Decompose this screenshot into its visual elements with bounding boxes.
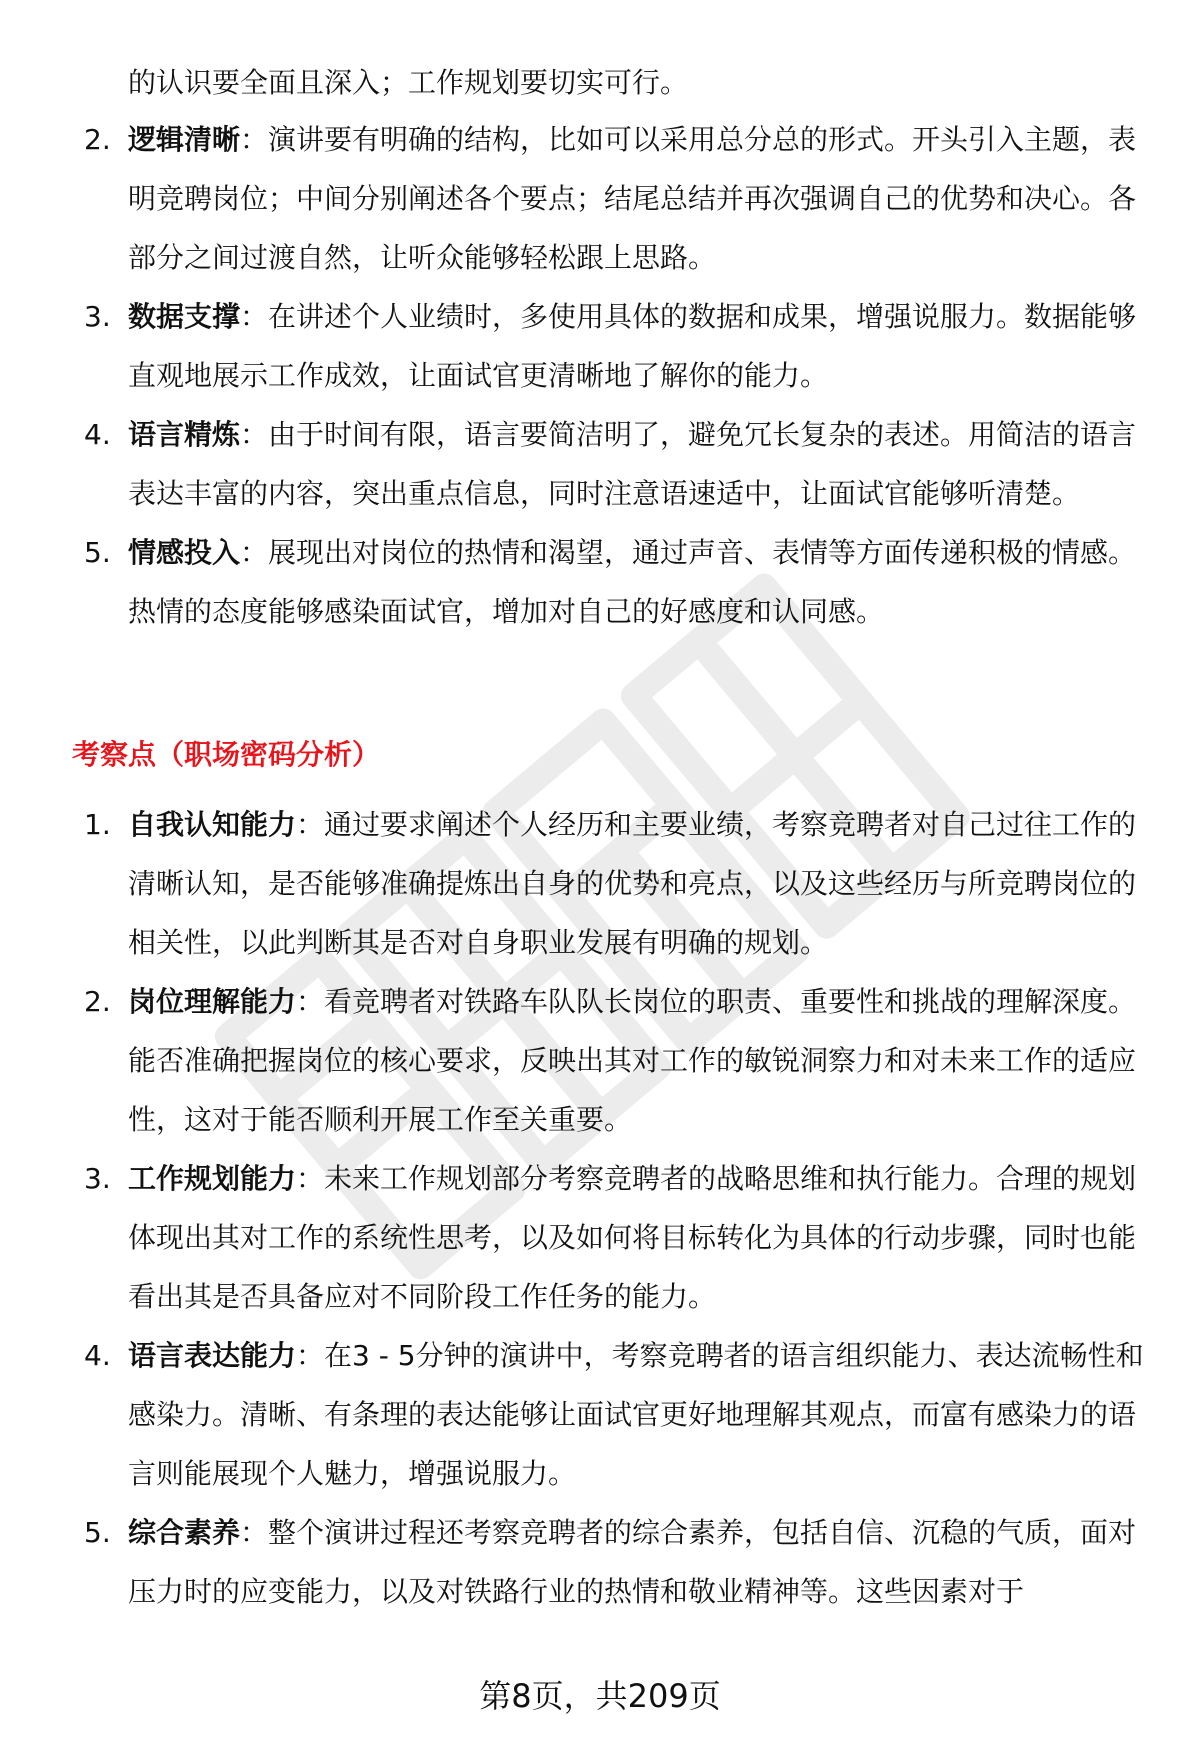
list-item-body: 通过要求阐述个人经历和主要业绩，考察竞聘者对自己过往工作的清晰认知，是否能够准确提炼出自身的优势和亮点，以及这些经历与所竞聘岗位的相关性，以此判断其是否对自身职业发展有明确的规划。: [128, 808, 1137, 959]
list-item-term: 语言精炼: [128, 418, 241, 451]
list-item-number: 5.: [84, 536, 111, 569]
list-item-number: 3.: [84, 1162, 111, 1195]
list-item-term: 语言表达能力: [128, 1339, 297, 1372]
list-item-separator: ：: [240, 123, 269, 156]
list-item: [0, 405, 1148, 523]
list-item: [0, 523, 1148, 641]
list-item-separator: ：: [240, 536, 269, 569]
list-item: [0, 110, 1148, 287]
list-item-body: 未来工作规划部分考察竞聘者的战略思维和执行能力。合理的规划体现出其对工作的系统性思考，以及如何将目标转化为具体的行动步骤，同时也能看出其是否具备应对不同阶段工作任务的能力。: [128, 1162, 1137, 1313]
assessment-points-list: [0, 795, 1200, 1621]
list-item-separator: ：: [296, 1339, 325, 1372]
list-item-separator: ：: [296, 985, 325, 1018]
list-item-term: 综合素养: [128, 1516, 241, 1549]
list-item: [0, 795, 1148, 972]
presentation-tips-list: [0, 110, 1200, 641]
list-item-separator: ：: [296, 1162, 325, 1195]
list-item-separator: ：: [240, 418, 269, 451]
list-item-number: 4.: [84, 418, 111, 451]
page-footer: 第8页，共209页: [479, 1677, 721, 1715]
list-item-number: 4.: [84, 1339, 111, 1372]
section-heading: 考察点（职场密码分析）: [72, 738, 381, 771]
continuation-paragraph: 的认识要全面且深入；工作规划要切实可行。: [128, 66, 689, 99]
list-item-separator: ：: [240, 1516, 269, 1549]
list-item-term: 自我认知能力: [128, 808, 297, 841]
list-item: [0, 287, 1148, 405]
list-item: [0, 1149, 1148, 1326]
list-item-term: 情感投入: [128, 536, 241, 569]
list-item-body: 在3 - 5分钟的演讲中，考察竞聘者的语言组织能力、表达流畅性和感染力。清晰、有条理的表达能够让面试官更好地理解其观点，而富有感染力的语言则能展现个人魅力，增强说服力。: [128, 1339, 1144, 1490]
list-item-body: 展现出对岗位的热情和渴望，通过声音、表情等方面传递积极的情感。热情的态度能够感染面试官，增加对自己的好感度和认同感。: [128, 536, 1137, 628]
list-item-separator: ：: [296, 808, 325, 841]
list-item-number: 1.: [84, 808, 111, 841]
list-item-term: 逻辑清晰: [128, 123, 241, 156]
list-item-term: 岗位理解能力: [128, 985, 297, 1018]
list-item-number: 3.: [84, 300, 111, 333]
list-item-body: 演讲要有明确的结构，比如可以采用总分总的形式。开头引入主题，表明竞聘岗位；中间分别阐述各个要点；结尾总结并再次强调自己的优势和决心。各部分之间过渡自然，让听众能够轻松跟上思路。: [128, 123, 1137, 274]
list-item: [0, 1503, 1148, 1621]
list-item-body: 在讲述个人业绩时，多使用具体的数据和成果，增强说服力。数据能够直观地展示工作成效，让面试官更清晰地了解你的能力。: [128, 300, 1137, 392]
list-item-number: 2.: [84, 985, 111, 1018]
list-item: [0, 972, 1148, 1149]
list-item-body: 看竞聘者对铁路车队队长岗位的职责、重要性和挑战的理解深度。能否准确把握岗位的核心要求，反映出其对工作的敏锐洞察力和对未来工作的适应性，这对于能否顺利开展工作至关重要。: [128, 985, 1137, 1136]
list-item-term: 数据支撑: [128, 300, 241, 333]
list-item-separator: ：: [240, 300, 269, 333]
list-item-body: 整个演讲过程还考察竞聘者的综合素养，包括自信、沉稳的气质，面对压力时的应变能力，以及对铁路行业的热情和敬业精神等。这些因素对于: [128, 1516, 1137, 1608]
list-item-number: 2.: [84, 123, 111, 156]
list-item-number: 5.: [84, 1516, 111, 1549]
list-item-body: 由于时间有限，语言要简洁明了，避免冗长复杂的表述。用简洁的语言表达丰富的内容，突出重点信息，同时注意语速适中，让面试官能够听清楚。: [128, 418, 1137, 510]
list-item: [0, 1326, 1148, 1503]
list-item-term: 工作规划能力: [128, 1162, 297, 1195]
